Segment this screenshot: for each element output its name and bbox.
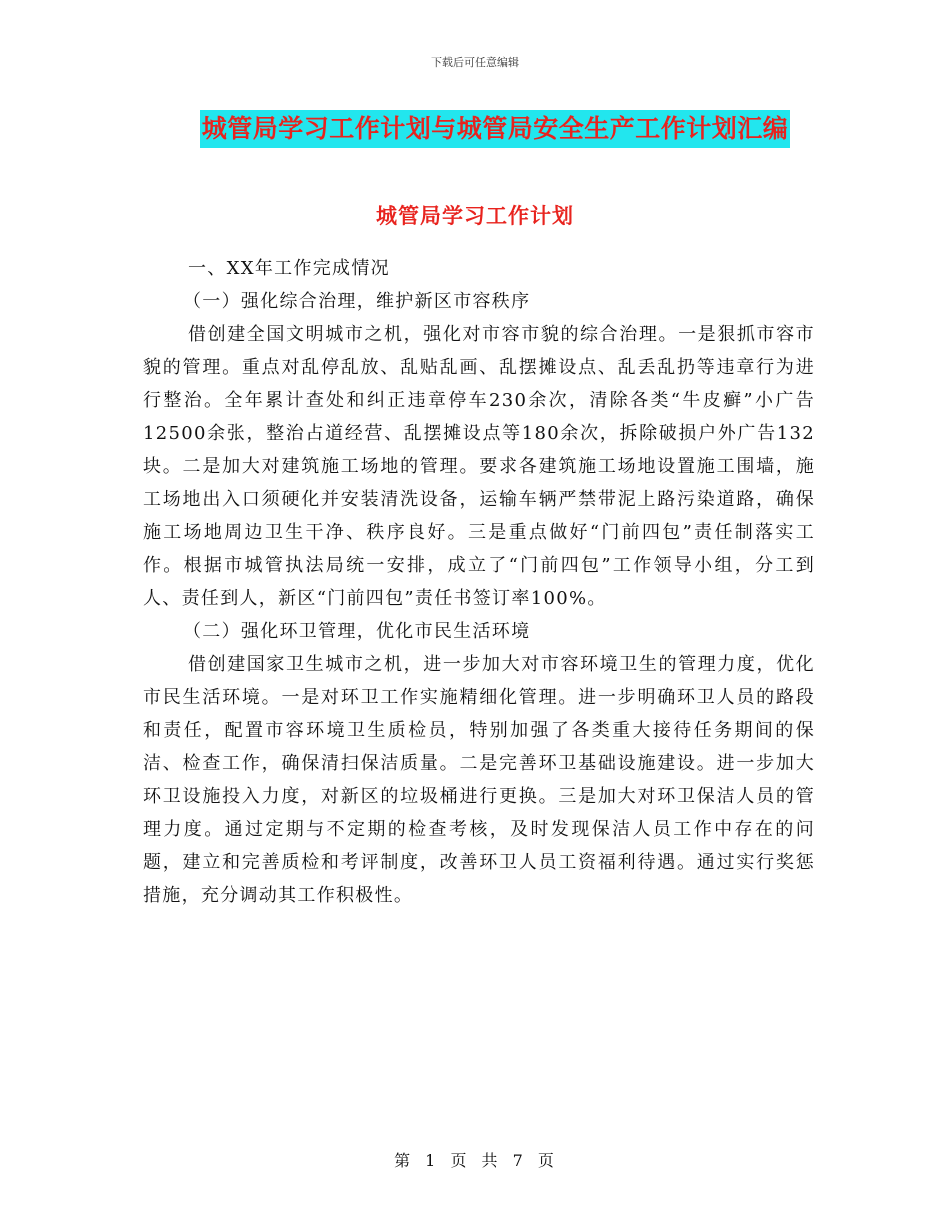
main-title: 城管局学习工作计划与城管局安全生产工作计划汇编: [200, 110, 791, 148]
paragraph-2: 借创建国家卫生城市之机，进一步加大对市容环境卫生的管理力度，优化市民生活环境。一是对环卫工作实施精细化管理。进一步明确环卫人员的路段和责任，配置市容环境卫生质检员，特别加强了各类重大接待任务期间的保洁、检查工作，确保清扫保洁质量。二是完善环卫基础设施建设。进一步加大环卫设施投入力度，对新区的垃圾桶进行更换。三是加大对环卫保洁人员的管理力度。通过定期与不定期的检查考核，及时发现保洁人员工作中存在的问题，建立和完善质检和考评制度，改善环卫人员工资福利待遇。通过实行奖惩措施，充分调动其工作积极性。: [143, 654, 815, 906]
page-footer: 第 1 页 共 7 页: [394, 1151, 556, 1170]
header-note: 下载后可任意编辑: [431, 56, 519, 69]
document-body: [143, 252, 815, 912]
section-title: 城管局学习工作计划: [376, 204, 574, 228]
heading-level-1: 一、XX年工作完成情况: [188, 258, 390, 279]
main-title-wrap: [0, 110, 950, 148]
paragraph-1: 借创建全国文明城市之机，强化对市容市貌的综合治理。一是狠抓市容市貌的管理。重点对乱停乱放、乱贴乱画、乱摆摊设点、乱丢乱扔等违章行为进行整治。全年累计查处和纠正违章停车230余次，清除各类“牛皮癣”小广告12500余张，整治占道经营、乱摆摊设点等180余次，拆除破损户外广告132块。二是加大对建筑施工场地的管理。要求各建筑施工场地设置施工围墙，施工场地出入口须硬化并安装清洗设备，运输车辆严禁带泥上路污染道路，确保施工场地周边卫生干净、秩序良好。三是重点做好“门前四包”责任制落实工作。根据市城管执法局统一安排，成立了“门前四包”工作领导小组，分工到人、责任到人，新区“门前四包”责任书签订率100%。: [143, 324, 815, 609]
subheading-1: （一）强化综合治理，维护新区市容秩序: [183, 291, 531, 312]
subheading-2: （二）强化环卫管理，优化市民生活环境: [183, 621, 531, 642]
